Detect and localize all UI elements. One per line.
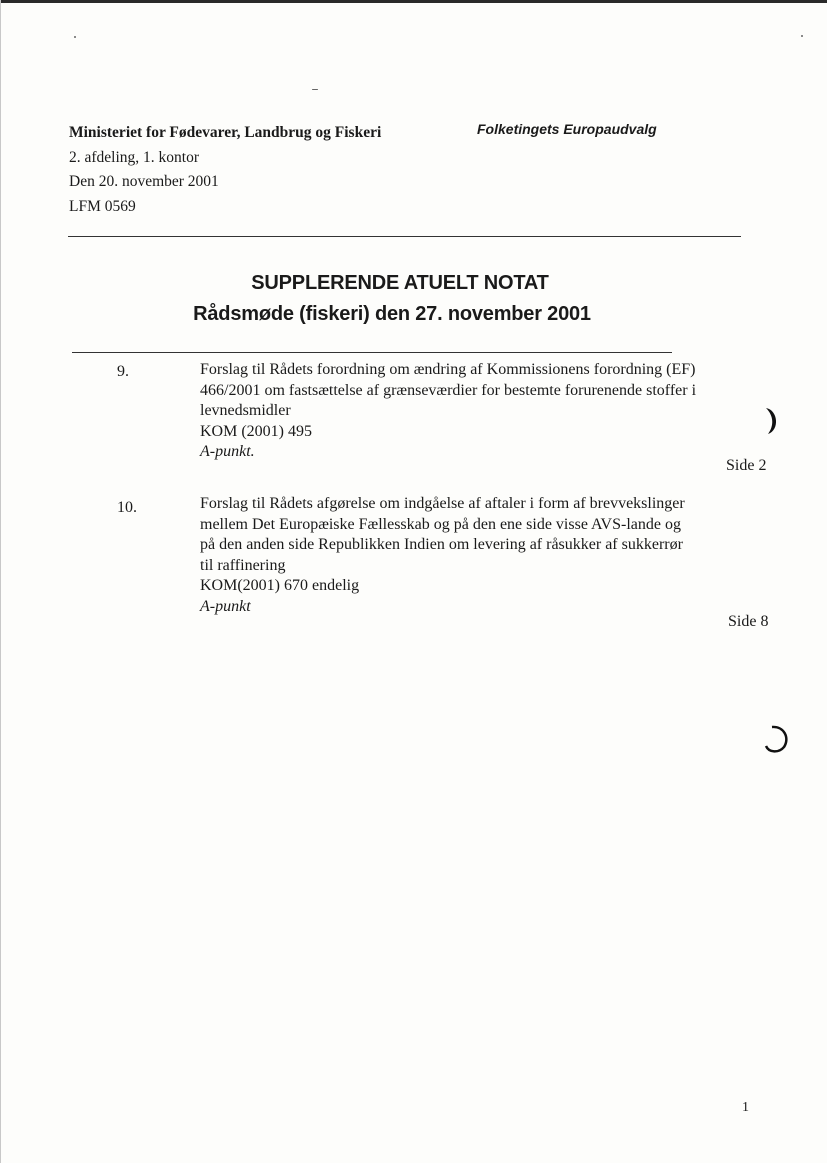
ministry-name: Ministeriet for Fødevarer, Landbrug og Fiskeri	[69, 124, 382, 141]
item-page-ref: Side 2	[726, 457, 767, 474]
document-title: SUPPLERENDE ATUELT NOTAT	[251, 272, 549, 294]
agenda-item-text	[200, 360, 780, 463]
item-text-line: til raffinering	[200, 556, 286, 574]
item-text-line: på den anden side Republikken Indien om levering af råsukker af sukkerrør	[200, 536, 683, 553]
scan-speck	[312, 89, 318, 90]
item-text-line: Forslag til Rådets afgørelse om indgåelse af aftaler i form af brevvekslinger	[200, 495, 685, 512]
header-divider	[68, 236, 741, 237]
reference-number: LFM 0569	[69, 198, 136, 215]
document-date: Den 20. november 2001	[69, 173, 219, 190]
item-number: 10.	[117, 499, 137, 516]
item-point-type: A-punkt.	[200, 443, 255, 460]
title-divider	[72, 352, 672, 353]
scan-top-edge	[0, 0, 827, 3]
committee-name: Folketingets Europaudvalg	[477, 121, 657, 137]
item-doc-ref: KOM(2001) 670 endelig	[200, 577, 360, 594]
item-number: 9.	[117, 363, 129, 380]
agenda-item-text	[200, 494, 780, 617]
binder-hole-mark	[760, 406, 784, 436]
item-text-line: 466/2001 om fastsættelse af grænseværdier for bestemte forurenende stoffer i	[200, 381, 697, 399]
page-number: 1	[742, 1100, 749, 1115]
scan-speck	[74, 36, 76, 38]
binder-hole-mark	[760, 724, 790, 754]
scan-left-edge	[0, 0, 1, 1163]
item-text-line: mellem Det Europæiske Fællesskab og på den ene side visse AVS-lande og	[200, 515, 681, 533]
scan-speck	[801, 35, 803, 37]
item-point-type: A-punkt	[200, 597, 251, 615]
item-page-ref: Side 8	[728, 613, 769, 630]
meeting-subtitle: Rådsmøde (fiskeri) den 27. november 2001	[193, 303, 591, 325]
item-text-line: Forslag til Rådets forordning om ændring af Kommissionens forordning (EF)	[200, 361, 696, 378]
department: 2. afdeling, 1. kontor	[69, 149, 200, 166]
item-doc-ref: KOM (2001) 495	[200, 422, 312, 440]
item-text-line: levnedsmidler	[200, 402, 291, 419]
